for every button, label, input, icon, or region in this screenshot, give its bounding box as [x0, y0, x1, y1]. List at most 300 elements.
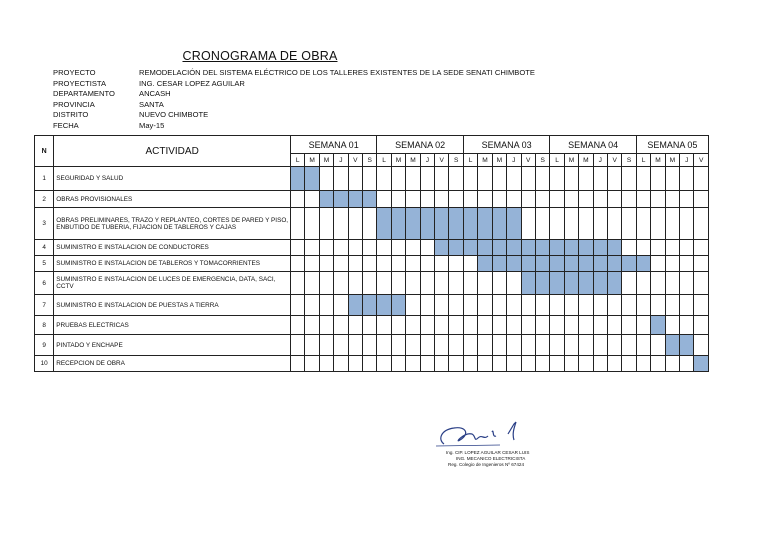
gantt-empty-cell: [622, 240, 636, 256]
gantt-empty-cell: [651, 295, 665, 316]
info-row: [53, 110, 535, 121]
day-header: J: [680, 154, 694, 167]
gantt-bar-cell: [463, 240, 477, 256]
gantt-empty-cell: [420, 167, 434, 191]
day-header: J: [334, 154, 348, 167]
gantt-bar-cell: [607, 240, 621, 256]
gantt-empty-cell: [334, 272, 348, 295]
gantt-empty-cell: [680, 256, 694, 272]
gantt-empty-cell: [535, 356, 549, 372]
gantt-bar-cell: [564, 256, 578, 272]
gantt-empty-cell: [521, 295, 535, 316]
gantt-bar-cell: [377, 295, 391, 316]
gantt-empty-cell: [694, 256, 709, 272]
table-row: [35, 208, 709, 240]
table-row: [35, 356, 709, 372]
activity-name: SUMINISTRO E INSTALACION DE CONDUCTORES: [54, 240, 291, 256]
info-key: DEPARTAMENTO: [53, 89, 115, 99]
gantt-empty-cell: [420, 256, 434, 272]
activity-name: PINTADO Y ENCHAPE: [54, 335, 291, 356]
day-header: V: [521, 154, 535, 167]
gantt-bar-cell: [478, 208, 492, 240]
gantt-empty-cell: [348, 316, 362, 335]
gantt-empty-cell: [579, 208, 593, 240]
info-row: [53, 68, 535, 79]
gantt-empty-cell: [622, 167, 636, 191]
gantt-empty-cell: [694, 316, 709, 335]
gantt-empty-cell: [420, 335, 434, 356]
gantt-empty-cell: [348, 272, 362, 295]
gantt-bar-cell: [348, 191, 362, 208]
gantt-bar-cell: [507, 240, 521, 256]
gantt-empty-cell: [564, 191, 578, 208]
gantt-empty-cell: [564, 356, 578, 372]
gantt-empty-cell: [377, 335, 391, 356]
row-number: 9: [35, 335, 54, 356]
gantt-empty-cell: [391, 240, 405, 256]
gantt-empty-cell: [665, 356, 679, 372]
gantt-empty-cell: [362, 356, 376, 372]
gantt-empty-cell: [348, 240, 362, 256]
gantt-empty-cell: [478, 356, 492, 372]
gantt-empty-cell: [334, 295, 348, 316]
gantt-empty-cell: [680, 316, 694, 335]
gantt-empty-cell: [463, 335, 477, 356]
gantt-empty-cell: [290, 295, 304, 316]
activity-header: ACTIVIDAD: [54, 136, 291, 167]
gantt-empty-cell: [622, 272, 636, 295]
gantt-bar-cell: [550, 272, 564, 295]
gantt-empty-cell: [348, 167, 362, 191]
gantt-empty-cell: [579, 316, 593, 335]
gantt-bar-cell: [564, 240, 578, 256]
gantt-empty-cell: [607, 295, 621, 316]
row-number: 7: [35, 295, 54, 316]
info-value: ING. CESAR LOPEZ AGUILAR: [139, 78, 245, 88]
gantt-empty-cell: [535, 208, 549, 240]
gantt-empty-cell: [463, 272, 477, 295]
gantt-empty-cell: [521, 335, 535, 356]
activity-name: SUMINISTRO E INSTALACION DE LUCES DE EMERGENCIA, DATA, SACI, CCTV: [54, 272, 291, 295]
info-key: PROYECTO: [53, 68, 96, 77]
gantt-bar-cell: [507, 256, 521, 272]
gantt-empty-cell: [305, 335, 319, 356]
gantt-empty-cell: [492, 295, 506, 316]
gantt-empty-cell: [319, 316, 333, 335]
gantt-empty-cell: [665, 208, 679, 240]
gantt-empty-cell: [636, 208, 650, 240]
day-header: L: [290, 154, 304, 167]
gantt-empty-cell: [319, 167, 333, 191]
gantt-empty-cell: [694, 208, 709, 240]
activity-name: RECEPCION DE OBRA: [54, 356, 291, 372]
gantt-empty-cell: [463, 356, 477, 372]
gantt-empty-cell: [377, 256, 391, 272]
gantt-empty-cell: [622, 356, 636, 372]
gantt-empty-cell: [319, 240, 333, 256]
gantt-bar-cell: [521, 272, 535, 295]
day-header: M: [406, 154, 420, 167]
gantt-empty-cell: [694, 167, 709, 191]
gantt-empty-cell: [435, 295, 449, 316]
gantt-empty-cell: [593, 356, 607, 372]
gantt-empty-cell: [377, 272, 391, 295]
gantt-empty-cell: [651, 167, 665, 191]
day-header: J: [507, 154, 521, 167]
gantt-empty-cell: [334, 256, 348, 272]
gantt-empty-cell: [550, 191, 564, 208]
gantt-empty-cell: [607, 191, 621, 208]
gantt-empty-cell: [550, 356, 564, 372]
gantt-empty-cell: [391, 167, 405, 191]
gantt-bar-cell: [593, 240, 607, 256]
gantt-empty-cell: [507, 356, 521, 372]
gantt-bar-cell: [362, 191, 376, 208]
gantt-empty-cell: [391, 256, 405, 272]
gantt-empty-cell: [305, 191, 319, 208]
header-weeks-row: [35, 136, 709, 154]
gantt-bar-cell: [507, 208, 521, 240]
gantt-bar-cell: [607, 272, 621, 295]
day-header: L: [463, 154, 477, 167]
table-row: [35, 316, 709, 335]
gantt-bar-cell: [492, 256, 506, 272]
gantt-empty-cell: [521, 356, 535, 372]
day-header: V: [435, 154, 449, 167]
activity-name: OBRAS PROVISIONALES: [54, 191, 291, 208]
gantt-empty-cell: [492, 167, 506, 191]
gantt-empty-cell: [305, 316, 319, 335]
table-row: [35, 167, 709, 191]
gantt-empty-cell: [319, 272, 333, 295]
table-row: [35, 272, 709, 295]
gantt-empty-cell: [435, 256, 449, 272]
gantt-empty-cell: [377, 191, 391, 208]
gantt-empty-cell: [420, 295, 434, 316]
project-info: [53, 68, 535, 132]
gantt-empty-cell: [651, 208, 665, 240]
gantt-bar-cell: [694, 356, 709, 372]
gantt-bar-cell: [521, 256, 535, 272]
gantt-empty-cell: [665, 240, 679, 256]
gantt-empty-cell: [334, 167, 348, 191]
gantt-empty-cell: [579, 295, 593, 316]
gantt-bar-cell: [550, 256, 564, 272]
activity-name: SUMINISTRO E INSTALACION DE PUESTAS A TIERRA: [54, 295, 291, 316]
info-value: May-15: [139, 120, 165, 130]
day-header: L: [377, 154, 391, 167]
gantt-empty-cell: [348, 335, 362, 356]
gantt-empty-cell: [607, 316, 621, 335]
gantt-empty-cell: [449, 272, 463, 295]
gantt-empty-cell: [492, 191, 506, 208]
table-row: [35, 295, 709, 316]
gantt-empty-cell: [535, 295, 549, 316]
gantt-empty-cell: [636, 240, 650, 256]
gantt-empty-cell: [651, 256, 665, 272]
gantt-empty-cell: [290, 256, 304, 272]
gantt-empty-cell: [478, 335, 492, 356]
gantt-empty-cell: [564, 295, 578, 316]
signature-name: Ing. CIP. LOPEZ AGUILAR CESAR LUIS: [446, 450, 530, 455]
gantt-empty-cell: [305, 295, 319, 316]
info-value: NUEVO CHIMBOTE: [139, 110, 209, 120]
gantt-bar-cell: [680, 335, 694, 356]
row-number: 6: [35, 272, 54, 295]
gantt-bar-cell: [593, 272, 607, 295]
day-header: V: [694, 154, 709, 167]
info-row: [53, 89, 535, 100]
day-header: M: [391, 154, 405, 167]
week-header: SEMANA 02: [377, 136, 463, 154]
gantt-empty-cell: [449, 191, 463, 208]
gantt-empty-cell: [507, 167, 521, 191]
gantt-empty-cell: [680, 295, 694, 316]
gantt-empty-cell: [463, 295, 477, 316]
gantt-empty-cell: [334, 356, 348, 372]
gantt-empty-cell: [550, 167, 564, 191]
info-row: [53, 100, 535, 111]
gantt-empty-cell: [651, 272, 665, 295]
gantt-empty-cell: [290, 335, 304, 356]
row-number: 5: [35, 256, 54, 272]
day-header: M: [319, 154, 333, 167]
gantt-empty-cell: [535, 335, 549, 356]
gantt-empty-cell: [607, 208, 621, 240]
gantt-empty-cell: [593, 191, 607, 208]
gantt-empty-cell: [622, 335, 636, 356]
gantt-empty-cell: [636, 316, 650, 335]
table-row: [35, 335, 709, 356]
gantt-empty-cell: [651, 335, 665, 356]
gantt-empty-cell: [290, 208, 304, 240]
activity-name: SUMINISTRO E INSTALACION DE TABLEROS Y TOMACORRIENTES: [54, 256, 291, 272]
gantt-empty-cell: [463, 167, 477, 191]
schedule-table: [34, 135, 709, 372]
info-row: [53, 79, 535, 90]
gantt-empty-cell: [694, 335, 709, 356]
day-header: M: [579, 154, 593, 167]
gantt-bar-cell: [449, 240, 463, 256]
row-number: 1: [35, 167, 54, 191]
gantt-bar-cell: [636, 256, 650, 272]
gantt-bar-cell: [377, 208, 391, 240]
gantt-empty-cell: [607, 356, 621, 372]
page-title: CRONOGRAMA DE OBRA: [182, 49, 338, 63]
gantt-empty-cell: [550, 295, 564, 316]
day-header: L: [550, 154, 564, 167]
gantt-empty-cell: [290, 240, 304, 256]
gantt-empty-cell: [449, 335, 463, 356]
gantt-empty-cell: [290, 191, 304, 208]
week-header: SEMANA 01: [290, 136, 376, 154]
gantt-empty-cell: [492, 356, 506, 372]
gantt-empty-cell: [521, 208, 535, 240]
info-value: SANTA: [139, 99, 164, 109]
gantt-bar-cell: [334, 191, 348, 208]
gantt-bar-cell: [607, 256, 621, 272]
gantt-empty-cell: [478, 316, 492, 335]
signature-title: ING. MECANICO ELECTRICISTA: [456, 456, 526, 461]
row-number: 2: [35, 191, 54, 208]
gantt-empty-cell: [535, 191, 549, 208]
gantt-empty-cell: [362, 316, 376, 335]
week-header: SEMANA 05: [636, 136, 708, 154]
gantt-empty-cell: [305, 208, 319, 240]
gantt-empty-cell: [435, 335, 449, 356]
gantt-empty-cell: [290, 316, 304, 335]
gantt-empty-cell: [694, 191, 709, 208]
gantt-bar-cell: [435, 208, 449, 240]
gantt-empty-cell: [406, 316, 420, 335]
gantt-empty-cell: [550, 316, 564, 335]
gantt-bar-cell: [492, 208, 506, 240]
gantt-empty-cell: [564, 335, 578, 356]
info-key: FECHA: [53, 120, 79, 130]
gantt-empty-cell: [665, 316, 679, 335]
gantt-empty-cell: [449, 256, 463, 272]
gantt-empty-cell: [636, 335, 650, 356]
gantt-empty-cell: [579, 191, 593, 208]
week-header: SEMANA 03: [463, 136, 549, 154]
gantt-bar-cell: [579, 256, 593, 272]
gantt-empty-cell: [593, 335, 607, 356]
day-header: V: [607, 154, 621, 167]
day-header: S: [622, 154, 636, 167]
gantt-bar-cell: [348, 295, 362, 316]
gantt-empty-cell: [636, 295, 650, 316]
gantt-empty-cell: [564, 167, 578, 191]
gantt-bar-cell: [665, 335, 679, 356]
gantt-empty-cell: [694, 295, 709, 316]
gantt-empty-cell: [550, 335, 564, 356]
gantt-empty-cell: [290, 356, 304, 372]
gantt-empty-cell: [636, 191, 650, 208]
gantt-empty-cell: [377, 240, 391, 256]
gantt-empty-cell: [535, 167, 549, 191]
gantt-empty-cell: [406, 356, 420, 372]
gantt-empty-cell: [406, 167, 420, 191]
gantt-empty-cell: [290, 272, 304, 295]
gantt-empty-cell: [348, 208, 362, 240]
gantt-bar-cell: [449, 208, 463, 240]
gantt-bar-cell: [435, 240, 449, 256]
gantt-empty-cell: [449, 167, 463, 191]
gantt-bar-cell: [535, 240, 549, 256]
gantt-empty-cell: [420, 272, 434, 295]
n-header: N: [35, 136, 54, 167]
gantt-empty-cell: [694, 240, 709, 256]
gantt-bar-cell: [362, 295, 376, 316]
gantt-empty-cell: [636, 356, 650, 372]
gantt-empty-cell: [665, 191, 679, 208]
gantt-empty-cell: [521, 191, 535, 208]
gantt-bar-cell: [420, 208, 434, 240]
gantt-bar-cell: [478, 240, 492, 256]
info-key: DISTRITO: [53, 110, 89, 120]
gantt-empty-cell: [622, 208, 636, 240]
gantt-empty-cell: [319, 208, 333, 240]
gantt-empty-cell: [622, 295, 636, 316]
gantt-empty-cell: [406, 240, 420, 256]
gantt-empty-cell: [593, 208, 607, 240]
gantt-bar-cell: [391, 208, 405, 240]
gantt-empty-cell: [319, 295, 333, 316]
gantt-bar-cell: [290, 167, 304, 191]
gantt-empty-cell: [334, 316, 348, 335]
gantt-empty-cell: [507, 272, 521, 295]
info-value: REMODELACIÓN DEL SISTEMA ELÉCTRICO DE LOS TALLERES EXISTENTES DE LA SEDE SENATI CHIMBOTE: [139, 68, 535, 77]
gantt-empty-cell: [406, 272, 420, 295]
gantt-empty-cell: [463, 316, 477, 335]
table-row: [35, 256, 709, 272]
gantt-empty-cell: [651, 240, 665, 256]
gantt-empty-cell: [406, 191, 420, 208]
activity-name: PRUEBAS ELECTRICAS: [54, 316, 291, 335]
day-header: V: [348, 154, 362, 167]
gantt-empty-cell: [449, 295, 463, 316]
gantt-empty-cell: [420, 191, 434, 208]
gantt-empty-cell: [449, 356, 463, 372]
gantt-empty-cell: [636, 167, 650, 191]
gantt-empty-cell: [622, 191, 636, 208]
gantt-empty-cell: [636, 272, 650, 295]
gantt-empty-cell: [319, 256, 333, 272]
gantt-empty-cell: [593, 316, 607, 335]
gantt-empty-cell: [463, 256, 477, 272]
gantt-empty-cell: [435, 167, 449, 191]
activity-name: OBRAS PRELIMINARES, TRAZO Y REPLANTEO, CORTES DE PARED Y PISO, ENBUTIDO DE TUBERIA, FIJACION DE TABLEROS Y CAJAS: [54, 208, 291, 240]
gantt-empty-cell: [305, 256, 319, 272]
gantt-empty-cell: [348, 356, 362, 372]
info-value: ANCASH: [139, 89, 171, 99]
gantt-empty-cell: [507, 295, 521, 316]
gantt-empty-cell: [665, 295, 679, 316]
gantt-empty-cell: [391, 316, 405, 335]
day-header: M: [478, 154, 492, 167]
day-header: M: [492, 154, 506, 167]
gantt-empty-cell: [521, 167, 535, 191]
gantt-bar-cell: [305, 167, 319, 191]
day-header: S: [535, 154, 549, 167]
gantt-empty-cell: [305, 240, 319, 256]
info-row: [53, 121, 535, 132]
day-header: J: [420, 154, 434, 167]
gantt-empty-cell: [420, 240, 434, 256]
gantt-empty-cell: [391, 335, 405, 356]
gantt-bar-cell: [319, 191, 333, 208]
gantt-empty-cell: [362, 272, 376, 295]
gantt-bar-cell: [406, 208, 420, 240]
gantt-bar-cell: [564, 272, 578, 295]
gantt-empty-cell: [507, 191, 521, 208]
gantt-empty-cell: [564, 316, 578, 335]
row-number: 4: [35, 240, 54, 256]
gantt-empty-cell: [435, 272, 449, 295]
gantt-empty-cell: [492, 335, 506, 356]
gantt-empty-cell: [478, 295, 492, 316]
gantt-empty-cell: [651, 356, 665, 372]
gantt-empty-cell: [377, 316, 391, 335]
gantt-empty-cell: [607, 335, 621, 356]
gantt-empty-cell: [420, 356, 434, 372]
day-header: S: [449, 154, 463, 167]
day-header: M: [665, 154, 679, 167]
gantt-bar-cell: [550, 240, 564, 256]
day-header: M: [651, 154, 665, 167]
gantt-empty-cell: [420, 316, 434, 335]
gantt-empty-cell: [507, 316, 521, 335]
